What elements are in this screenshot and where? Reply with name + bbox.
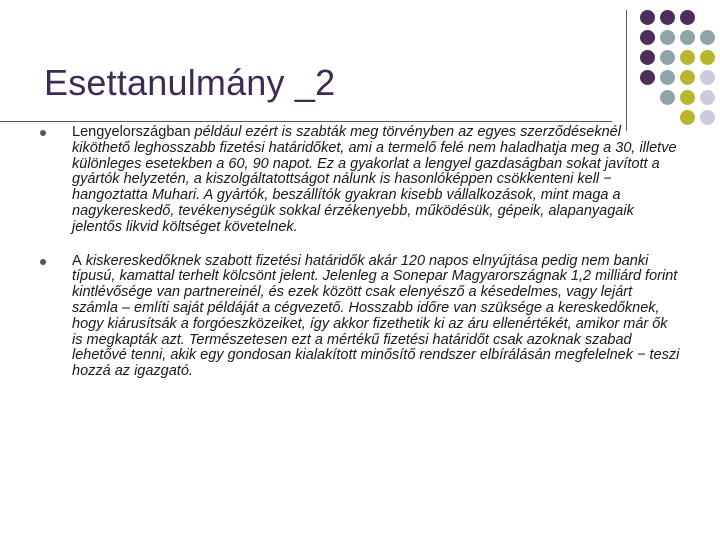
decorative-dot bbox=[680, 110, 695, 125]
decorative-dot bbox=[700, 50, 715, 65]
title-divider-line bbox=[0, 121, 612, 122]
decorative-dot bbox=[680, 90, 695, 105]
decorative-dot bbox=[680, 70, 695, 85]
decorative-dot bbox=[680, 30, 695, 45]
decorative-dot bbox=[640, 70, 655, 85]
bullet-dot-icon bbox=[40, 130, 46, 136]
bullet-item-2 bbox=[40, 254, 680, 380]
decorative-dot bbox=[700, 70, 715, 85]
bullet-list bbox=[40, 125, 680, 398]
decorative-dot bbox=[700, 30, 715, 45]
vertical-divider-line bbox=[626, 10, 627, 131]
decorative-dot bbox=[680, 50, 695, 65]
decorative-dot bbox=[660, 90, 675, 105]
decorative-dot bbox=[640, 10, 655, 25]
decorative-dot bbox=[640, 50, 655, 65]
decorative-dot bbox=[700, 110, 715, 125]
bullet-item-1 bbox=[40, 125, 680, 236]
decorative-dot bbox=[660, 30, 675, 45]
decorative-dot bbox=[640, 30, 655, 45]
bullet-dot-icon bbox=[40, 259, 46, 265]
bullet-body-2: kiskereskedőknek szabott fizetési határidők akár 120 napos elnyújtása pedig nem banki típusú, kamattal terhelt kölcsönt jelent. Jelenleg a Sonepar Magyarországnak 1,2 milliárd forint kintlévősége van partnereinél, és ezek között csak elenyésző a késedelmes, vagy lejárt számla – említi saját példáját a cégvezető. Hosszabb időre van szüksége a kereskedőknek, hogy kiárusítsák a forgóeszközeiket, így akkor fizethetik ki az áru ellenértékét, amikor már ők is megkapták azt. Természetesen ezt a mértékű fizetési határidőt csak azoknak szabad lehetővé tenni, akik egy gondosan kialakított minősítő rendszer elbírálásán megfelelnek − teszi hozzá az igazgató. bbox=[72, 252, 680, 380]
bullet-body-1: például ezért is szabták meg törvényben az egyes szerződéseknél kiköthető leghosszabb fizetési határidőket, ami a termelő felé nem haladhatja meg a 30, illetve különleges esetekben a 60, 90 napot. Ez a gyakorlat a lengyel gazdaságban sokat javított a gyártók helyzetén, a kiszolgáltatottságot nálunk is hasonlóképpen csökkenteni kell − hangoztatta Muhari. A gyártók, beszállítók gyakran kisebb vállalkozások, mint maga a nagykereskedő, tevékenységük sokkal érzékenyebb, működésük, gépeik, alapanyagaik jelentős likvid költséget követelnek. bbox=[72, 124, 677, 235]
decorative-dot bbox=[660, 70, 675, 85]
decorative-dot bbox=[660, 50, 675, 65]
bullet-text-1 bbox=[72, 125, 680, 236]
decorative-dot bbox=[700, 90, 715, 105]
bullet-lead-2: A bbox=[72, 252, 82, 269]
bullet-text-2 bbox=[72, 254, 680, 380]
slide-title: Esettanulmány _2 bbox=[44, 62, 336, 103]
decorative-dot bbox=[680, 10, 695, 25]
bullet-lead-1: Lengyelországban bbox=[72, 124, 191, 140]
decorative-dot bbox=[660, 10, 675, 25]
